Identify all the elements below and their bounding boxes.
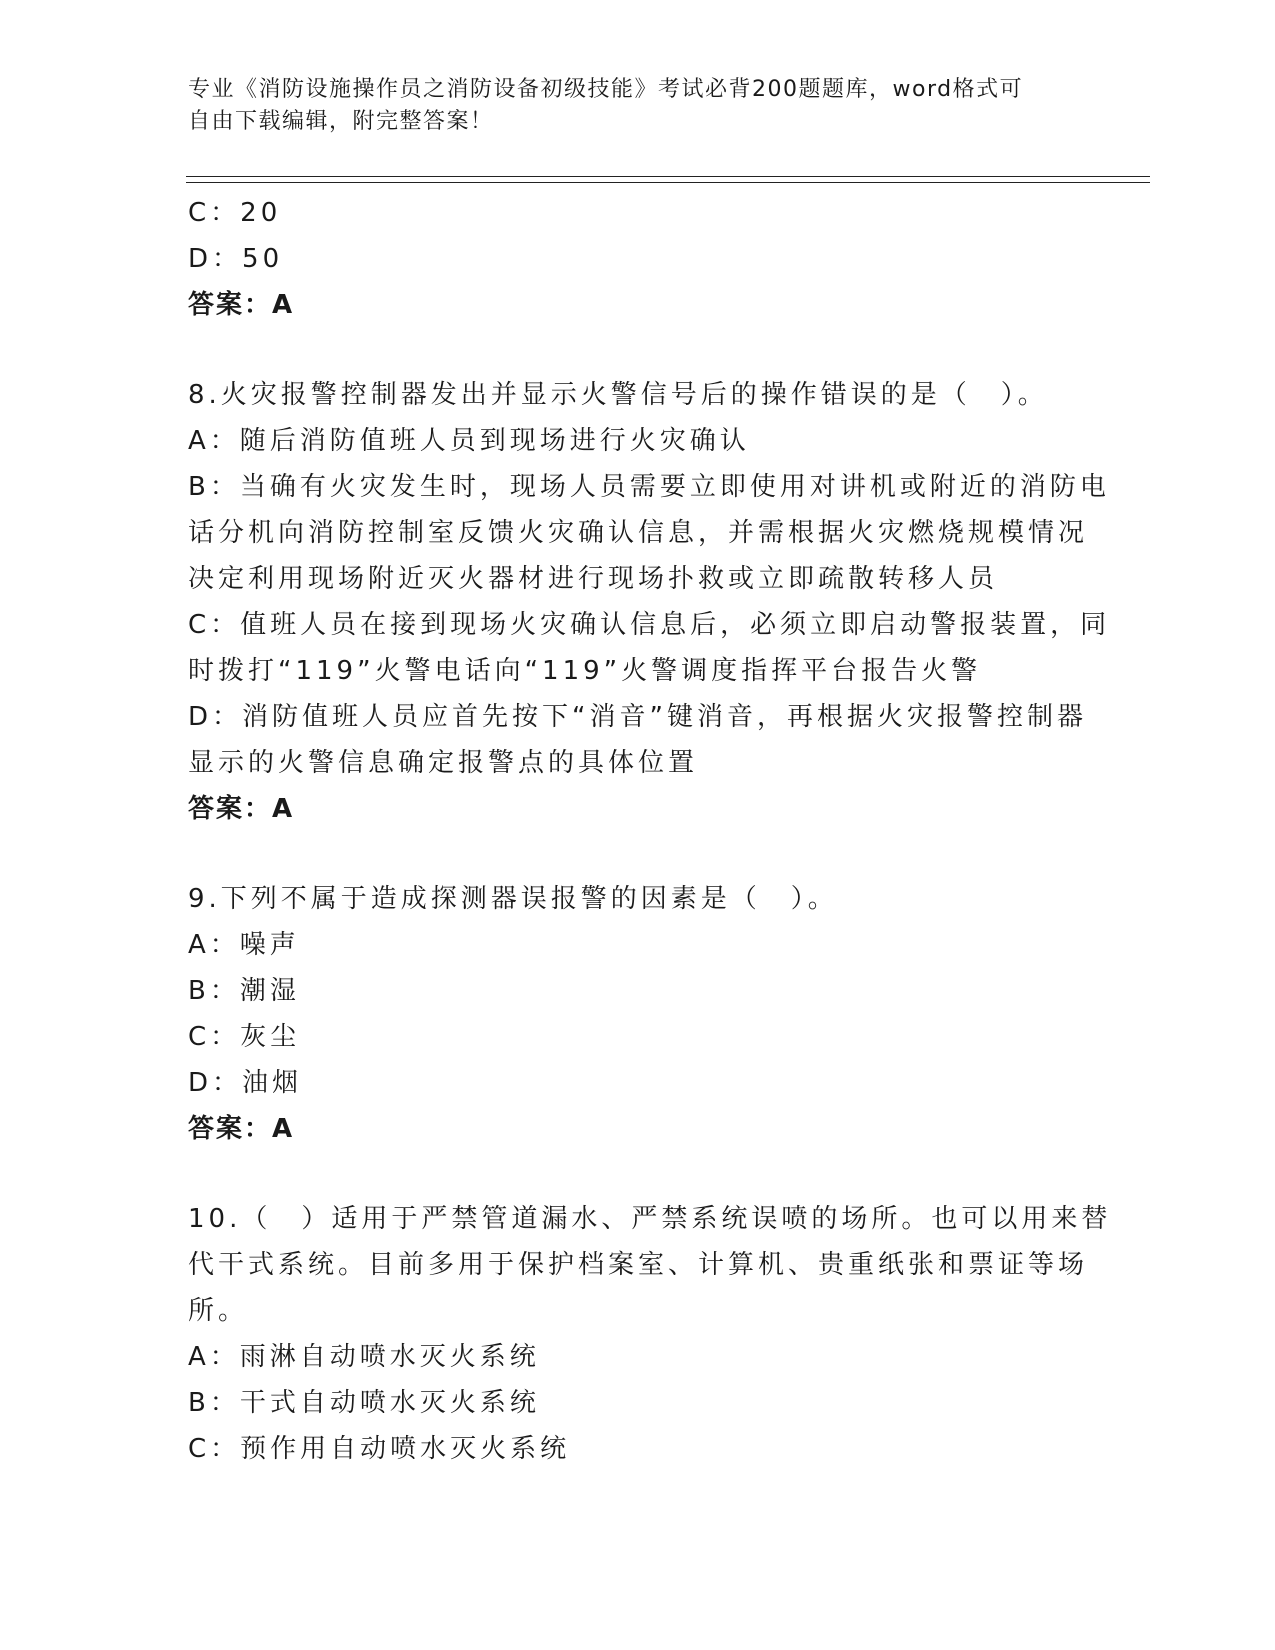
answer: 答案：A (188, 1114, 295, 1144)
spacer (188, 832, 1068, 876)
spacer (188, 328, 1068, 372)
option-d-line-1: D：消防值班人员应首先按下“消音”键消音，再根据火灾报警控制器 (188, 702, 1087, 732)
option-c: C：灰尘 (188, 1022, 301, 1052)
spacer (188, 1152, 1068, 1196)
option-d-line-2: 显示的火警信息确定报警点的具体位置 (188, 748, 699, 778)
option-b: B：干式自动喷水灭火系统 (188, 1388, 540, 1418)
question-text-line-3: 所。 (188, 1296, 249, 1326)
answer: 答案：A (188, 794, 295, 824)
header-divider (186, 176, 1150, 183)
option-d: D：50 (188, 244, 284, 274)
question-text-line-2: 代干式系统。目前多用于保护档案室、计算机、贵重纸张和票证等场 (188, 1250, 1089, 1280)
option-b-line-3: 决定利用现场附近灭火器材进行现场扑救或立即疏散转移人员 (188, 564, 999, 594)
header-line-1: 专业《消防设施操作员之消防设备初级技能》考试必背200题题库，word格式可 (188, 77, 1024, 102)
header-line-2: 自由下载编辑，附完整答案！ (188, 109, 494, 134)
option-d: D：油烟 (188, 1068, 303, 1098)
question-10 (188, 1196, 1112, 1472)
question-text: 9.下列不属于造成探测器误报警的因素是（ ）。 (188, 884, 838, 914)
option-c: C：20 (188, 198, 282, 228)
option-a: A：噪声 (188, 930, 300, 960)
question-text-line-1: 10.（ ）适用于严禁管道漏水、严禁系统误喷的场所。也可以用来替 (188, 1204, 1112, 1234)
question-9 (188, 876, 1068, 1152)
answer: 答案：A (188, 290, 295, 320)
question-8 (188, 372, 1111, 832)
option-a: A：随后消防值班人员到现场进行火灾确认 (188, 426, 750, 456)
option-c: C：预作用自动喷水灭火系统 (188, 1434, 571, 1464)
option-a: A：雨淋自动喷水灭火系统 (188, 1342, 540, 1372)
option-c-line-1: C：值班人员在接到现场火灾确认信息后，必须立即启动警报装置，同 (188, 610, 1111, 640)
document-header (188, 74, 1068, 138)
question-7-tail (188, 190, 1068, 328)
question-text: 8.火灾报警控制器发出并显示火警信号后的操作错误的是（ ）。 (188, 380, 1048, 410)
option-c-line-2: 时拨打“119”火警电话向“119”火警调度指挥平台报告火警 (188, 656, 982, 686)
option-b: B：潮湿 (188, 976, 300, 1006)
option-b-line-1: B：当确有火灾发生时，现场人员需要立即使用对讲机或附近的消防电 (188, 472, 1110, 502)
option-b-line-2: 话分机向消防控制室反馈火灾确认信息，并需根据火灾燃烧规模情况 (188, 518, 1089, 548)
question-content (188, 190, 1112, 1472)
